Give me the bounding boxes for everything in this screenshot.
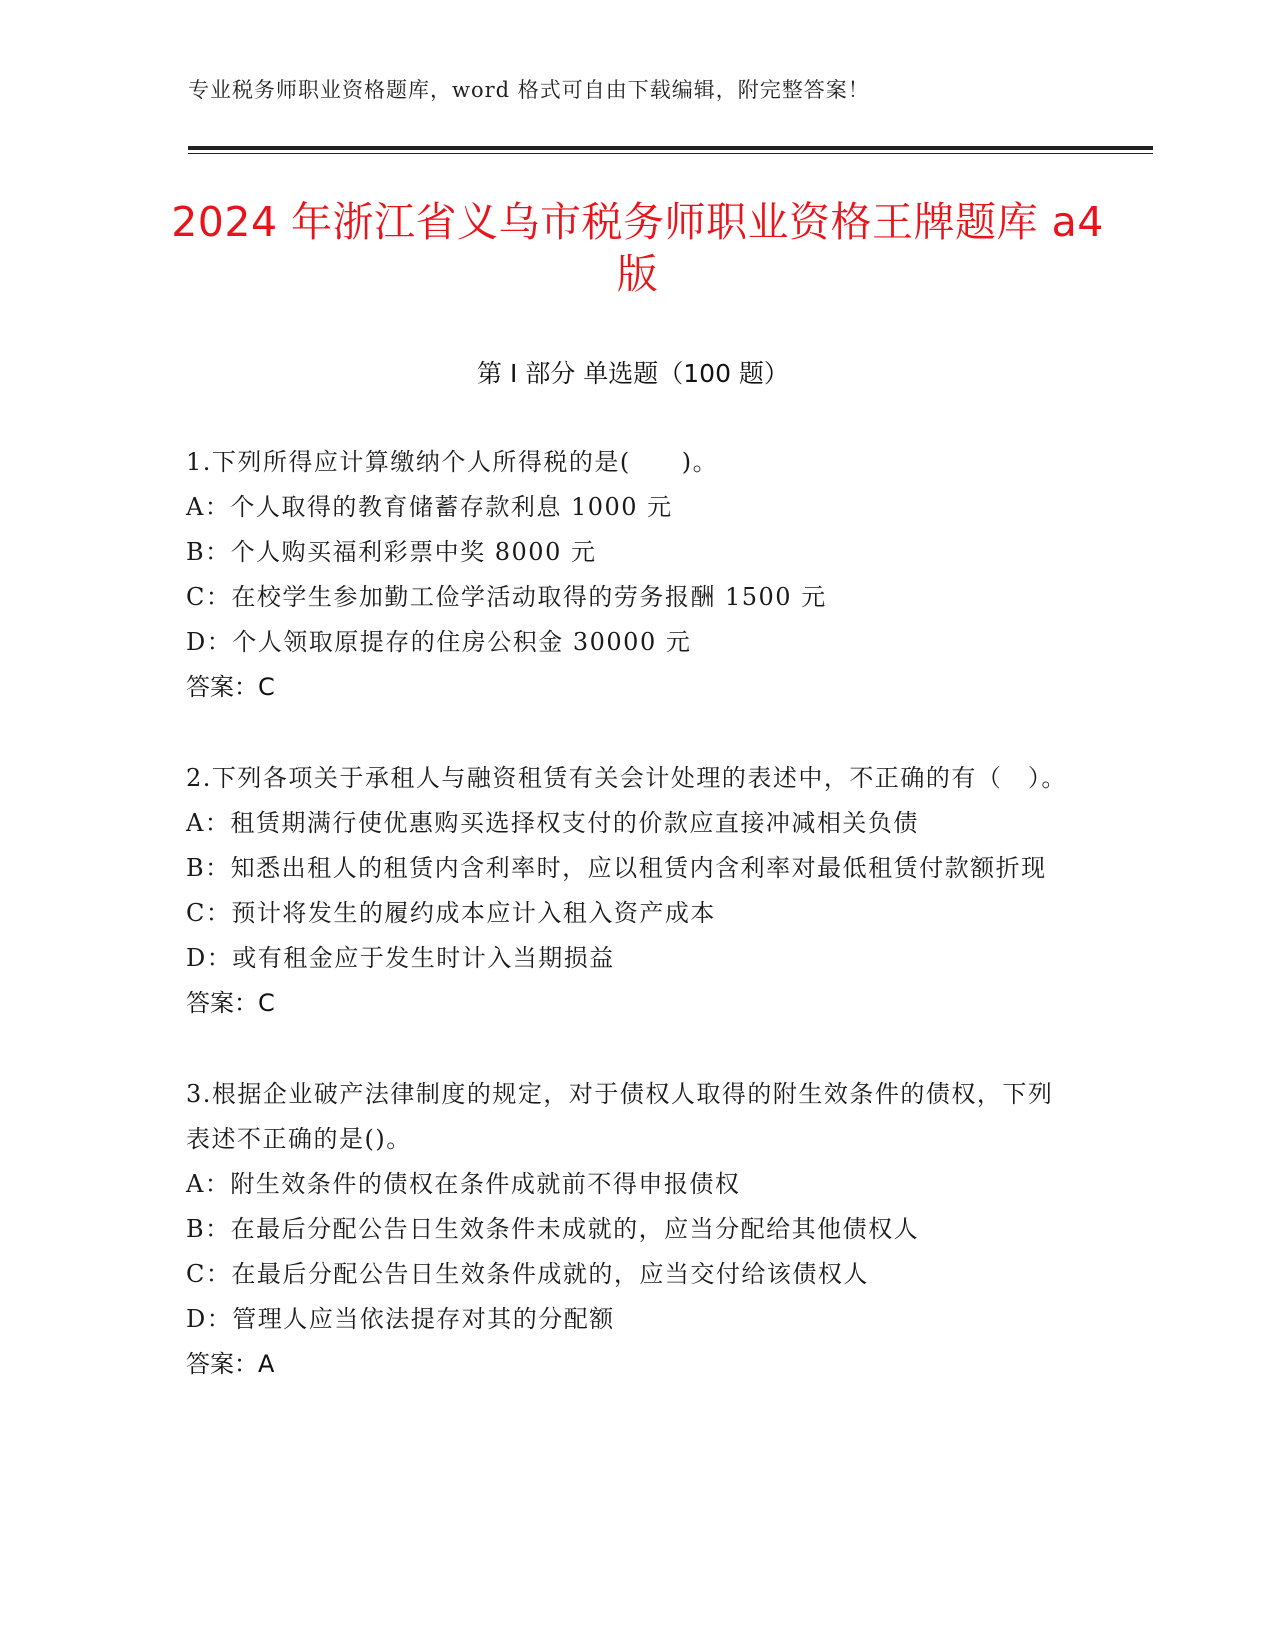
- header-note: 专业税务师职业资格题库，word 格式可自由下载编辑，附完整答案！: [188, 78, 870, 102]
- option-a: A：个人取得的教育储蓄存款利息 1000 元: [186, 493, 673, 521]
- option-a: A：附生效条件的债权在条件成就前不得申报债权: [186, 1170, 741, 1198]
- option-c: C：在最后分配公告日生效条件成就的，应当交付给该债权人: [186, 1260, 869, 1288]
- option-b: B：个人购买福利彩票中奖 8000 元: [186, 538, 597, 566]
- option-c: C：在校学生参加勤工俭学活动取得的劳务报酬 1500 元: [186, 583, 827, 611]
- question-2: [186, 756, 1076, 1026]
- option-d: D：个人领取原提存的住房公积金 30000 元: [186, 628, 692, 656]
- question-stem: 3.根据企业破产法律制度的规定，对于债权人取得的附生效条件的债权，下列表述不正确的是()。: [186, 1080, 1054, 1153]
- question-3: [186, 1072, 1076, 1387]
- option-b: B：知悉出租人的租赁内含利率时，应以租赁内含利率对最低租赁付款额折现: [186, 854, 1047, 882]
- option-b: B：在最后分配公告日生效条件未成就的，应当分配给其他债权人: [186, 1215, 920, 1243]
- question-stem: 2.下列各项关于承租人与融资租赁有关会计处理的表述中，不正确的有（ ）。: [186, 764, 1067, 792]
- question-list: [186, 440, 1076, 1433]
- option-d: D：管理人应当依法提存对其的分配额: [186, 1305, 615, 1333]
- answer: 答案：A: [186, 1350, 275, 1378]
- option-d: D：或有租金应于发生时计入当期损益: [186, 944, 615, 972]
- option-a: A：租赁期满行使优惠购买选择权支付的价款应直接冲减相关负债: [186, 809, 919, 837]
- answer: 答案：C: [186, 989, 275, 1017]
- option-c: C：预计将发生的履约成本应计入租入资产成本: [186, 899, 716, 927]
- answer: 答案：C: [186, 673, 275, 701]
- question-1: [186, 440, 1076, 710]
- header-rule-thin: [188, 153, 1153, 154]
- question-stem: 1.下列所得应计算缴纳个人所得税的是( )。: [186, 448, 719, 476]
- document-title: 2024 年浙江省义乌市税务师职业资格王牌题库 a4 版: [171, 198, 1104, 298]
- header-rule-thick: [188, 146, 1153, 150]
- section-title: 第 I 部分 单选题（100 题）: [477, 359, 789, 388]
